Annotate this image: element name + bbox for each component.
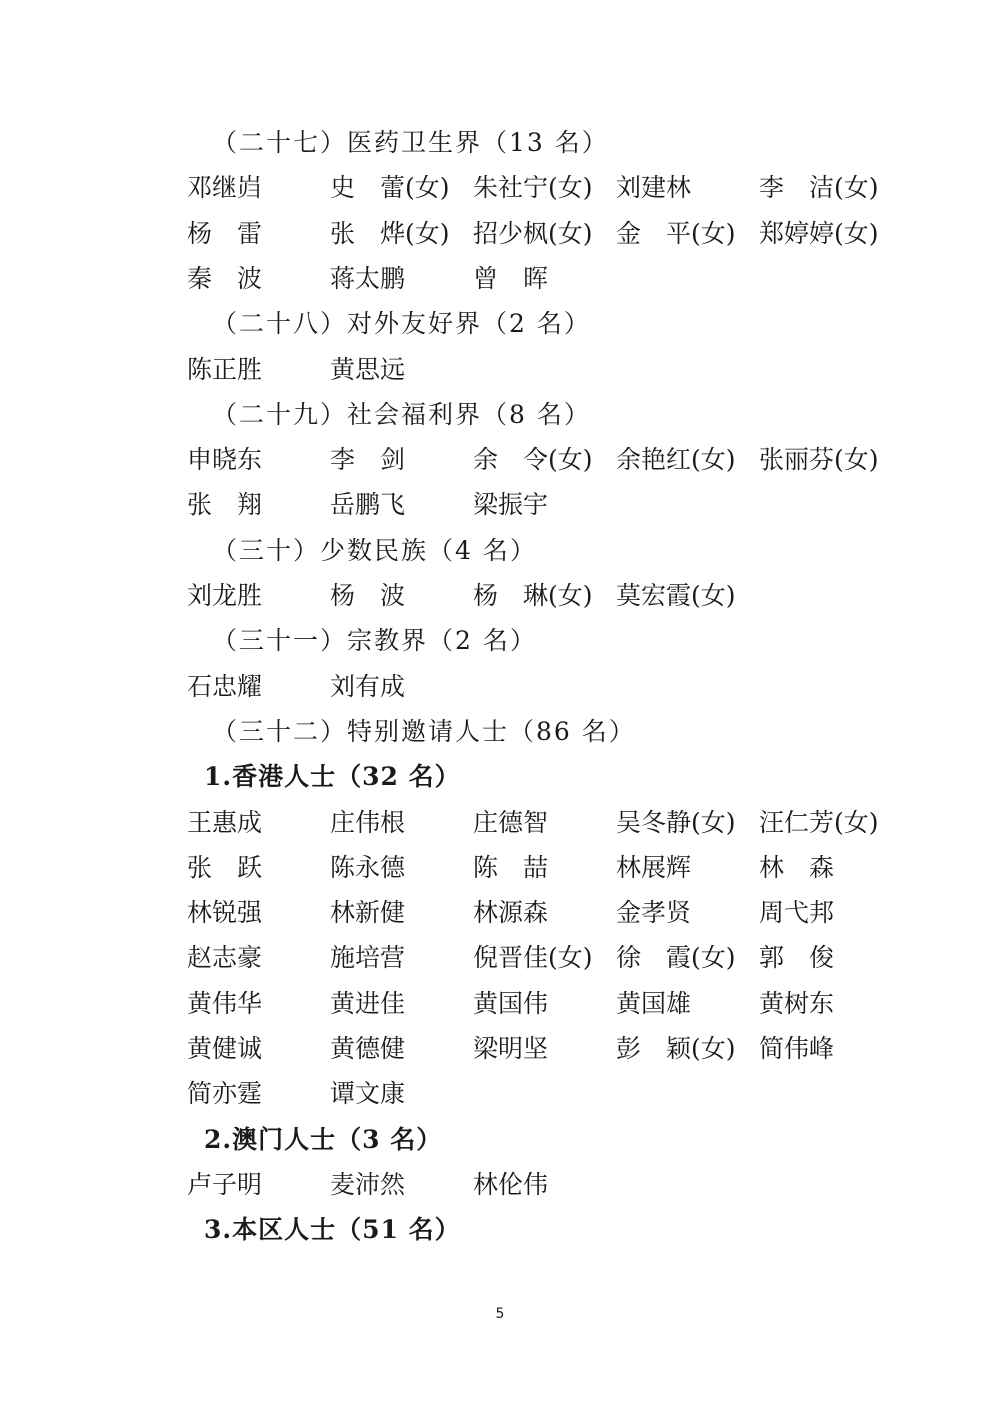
- person-name: 郑婷婷(女): [759, 218, 879, 248]
- person-name: 庄德智: [473, 807, 549, 837]
- person-name: 黄进佳: [330, 988, 406, 1018]
- person-name: 梁振宇: [473, 490, 549, 520]
- person-name: 林伦伟: [473, 1169, 549, 1199]
- person-name: 朱社宁(女): [473, 173, 593, 203]
- person-name: 周弋邦: [759, 898, 835, 928]
- section-heading: （二十七）医药卫生界（13 名）: [212, 128, 609, 157]
- subsection-heading: 1.香港人士（32 名）: [204, 762, 461, 792]
- subsection-heading: 2.澳门人士（3 名）: [204, 1124, 443, 1154]
- name-row: [187, 898, 907, 928]
- person-name: 刘有成: [330, 671, 406, 701]
- person-name: 陈 喆: [473, 852, 549, 882]
- person-name: 林 森: [759, 852, 835, 882]
- person-name: 卢子明: [187, 1169, 263, 1199]
- person-name: 余艳红(女): [616, 445, 736, 475]
- person-name: 张 翔: [187, 490, 263, 520]
- person-name: 金 平(女): [616, 218, 736, 248]
- subsection-heading: 3.本区人士（51 名）: [204, 1215, 461, 1245]
- person-name: 张丽芬(女): [759, 445, 879, 475]
- person-name: 汪仁芳(女): [759, 807, 879, 837]
- name-row: [187, 490, 907, 520]
- person-name: 施培营: [330, 943, 406, 973]
- person-name: 刘建林: [616, 173, 692, 203]
- person-name: 简亦霆: [187, 1079, 263, 1109]
- person-name: 彭 颖(女): [616, 1034, 736, 1063]
- name-row: [187, 355, 907, 385]
- person-name: 黄树东: [759, 988, 835, 1018]
- page-number: 5: [495, 1306, 505, 1322]
- person-name: 史 蕾(女): [330, 173, 450, 203]
- person-name: 徐 霞(女): [616, 943, 736, 973]
- person-name: 杨 雷: [187, 218, 263, 248]
- person-name: 黄伟华: [187, 988, 263, 1018]
- section-heading: （三十二）特别邀请人士（86 名）: [212, 716, 636, 746]
- name-row: [187, 853, 907, 883]
- person-name: 王惠成: [187, 807, 263, 837]
- name-row: [187, 264, 907, 294]
- person-name: 张 跃: [187, 852, 263, 882]
- person-name: 杨 琳(女): [473, 581, 593, 610]
- person-name: 黄国伟: [473, 988, 549, 1018]
- person-name: 李 剑: [330, 445, 406, 475]
- person-name: 陈永德: [330, 852, 406, 882]
- person-name: 李 洁(女): [759, 173, 879, 203]
- person-name: 莫宏霞(女): [616, 581, 736, 610]
- name-row: [187, 1170, 907, 1200]
- name-row: [187, 808, 907, 838]
- section-heading: （二十九）社会福利界（8 名）: [212, 399, 591, 429]
- person-name: 倪晋佳(女): [473, 943, 593, 973]
- person-name: 林源森: [473, 898, 549, 928]
- person-name: 吴冬静(女): [616, 807, 736, 837]
- person-name: 黄德健: [330, 1034, 406, 1063]
- person-name: 石忠耀: [187, 671, 263, 701]
- person-name: 麦沛然: [330, 1169, 406, 1199]
- person-name: 招少枫(女): [473, 218, 593, 248]
- name-row: [187, 581, 907, 611]
- person-name: 岳鹏飞: [330, 490, 406, 520]
- person-name: 申晓东: [187, 445, 263, 475]
- person-name: 黄健诚: [187, 1034, 263, 1063]
- person-name: 曾 晖: [473, 263, 549, 293]
- person-name: 刘龙胜: [187, 581, 263, 610]
- person-name: 郭 俊: [759, 943, 835, 973]
- name-row: [187, 445, 907, 475]
- person-name: 邓继岿: [187, 173, 263, 203]
- person-name: 黄国雄: [616, 988, 692, 1018]
- name-row: [187, 989, 907, 1019]
- name-row: [187, 1034, 907, 1064]
- section-heading: （三十一）宗教界（2 名）: [212, 626, 537, 656]
- section-heading: （二十八）对外友好界（2 名）: [212, 309, 591, 339]
- person-name: 简伟峰: [759, 1034, 835, 1063]
- name-row: [187, 173, 907, 203]
- person-name: 陈正胜: [187, 354, 263, 384]
- person-name: 蒋太鹏: [330, 263, 406, 293]
- person-name: 庄伟根: [330, 807, 406, 837]
- person-name: 金孝贤: [616, 898, 692, 928]
- person-name: 林新健: [330, 898, 406, 928]
- name-row: [187, 672, 907, 702]
- name-row: [187, 943, 907, 973]
- person-name: 杨 波: [330, 581, 406, 610]
- person-name: 谭文康: [330, 1079, 406, 1109]
- person-name: 林锐强: [187, 898, 263, 928]
- person-name: 赵志豪: [187, 943, 263, 973]
- person-name: 林展辉: [616, 852, 692, 882]
- name-row: [187, 219, 907, 249]
- person-name: 余 令(女): [473, 445, 593, 475]
- person-name: 梁明坚: [473, 1034, 549, 1063]
- person-name: 秦 波: [187, 263, 263, 293]
- person-name: 张 烨(女): [330, 218, 450, 248]
- person-name: 黄思远: [330, 354, 406, 384]
- name-row: [187, 1079, 907, 1109]
- section-heading: （三十）少数民族（4 名）: [212, 535, 537, 565]
